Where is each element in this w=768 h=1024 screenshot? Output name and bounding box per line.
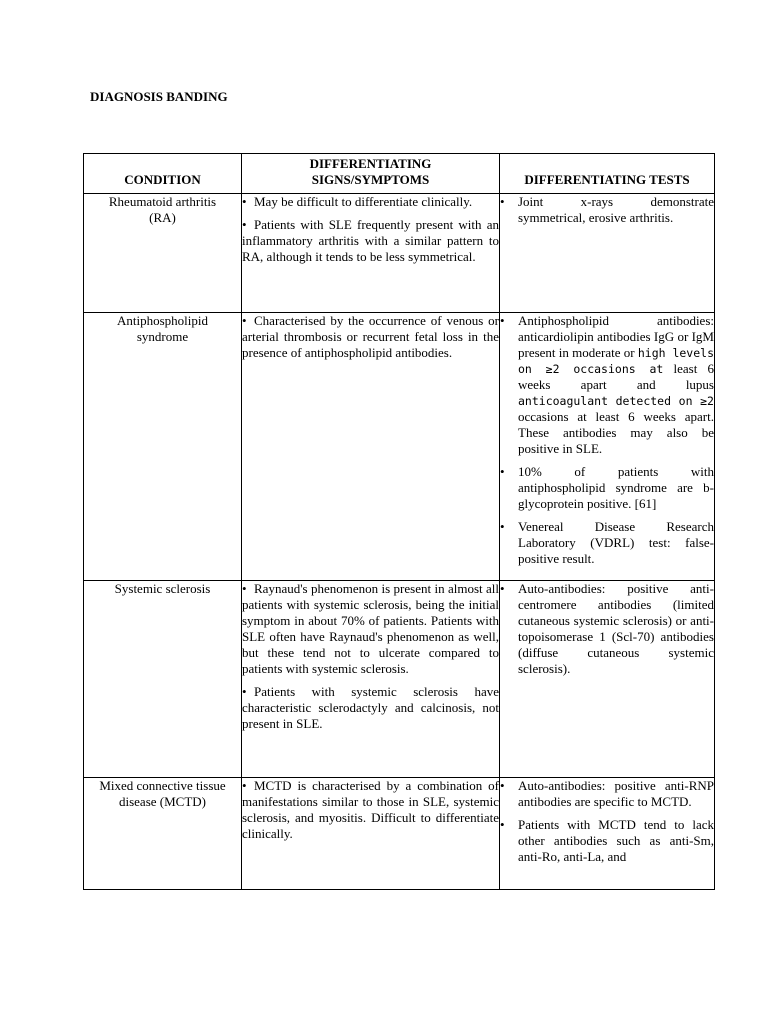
table-row bbox=[84, 581, 715, 778]
condition-cell bbox=[84, 194, 242, 313]
test-text: Venereal Disease Research Laboratory (VDRL) test: false-positive result. bbox=[518, 519, 714, 566]
bullet-icon: • bbox=[242, 684, 247, 699]
table-row bbox=[84, 313, 715, 581]
bullet-icon: • bbox=[500, 778, 505, 793]
condition-name-cont: disease (MCTD) bbox=[118, 794, 206, 809]
bullet-icon: • bbox=[242, 194, 247, 209]
test-text: Auto-antibodies: positive anti-RNP antibodies are specific to MCTD. bbox=[518, 778, 714, 809]
test-text: anticoagulant detected on ≥2 bbox=[518, 394, 714, 408]
test-text: Patients with MCTD tend to lack other antibodies such as anti-Sm, anti-Ro, anti-La, and bbox=[518, 817, 714, 864]
sign-item bbox=[242, 313, 499, 361]
test-text: high levels on ≥2 occasions at bbox=[518, 346, 715, 376]
tests-cell bbox=[500, 778, 715, 890]
signs-cell bbox=[242, 313, 500, 581]
test-text: occasions at least 6 weeks apart. These antibodies may also be positive in SLE. bbox=[518, 409, 714, 456]
condition-cell bbox=[84, 313, 242, 581]
signs-cell bbox=[242, 194, 500, 313]
test-text: least 6 weeks apart and lupus bbox=[518, 361, 715, 392]
bullet-icon: • bbox=[500, 194, 505, 209]
table-row bbox=[84, 194, 715, 313]
bullet-icon: • bbox=[500, 519, 505, 534]
condition-name-cont: syndrome bbox=[136, 329, 189, 344]
condition-cell bbox=[84, 581, 242, 778]
test-item bbox=[500, 313, 714, 457]
sign-item bbox=[242, 581, 499, 677]
sign-item bbox=[242, 684, 499, 732]
condition-name: Antiphospholipid bbox=[116, 313, 208, 328]
condition-name: Rheumatoid arthritis bbox=[108, 194, 217, 209]
signs-cell bbox=[242, 778, 500, 890]
test-item bbox=[500, 194, 714, 226]
test-text: Auto-antibodies: positive anti-centromere antibodies (limited cutaneous systemic sclerosis) or anti-topoisomerase 1 (Scl-70) antibodies (diffuse cutaneous systemic sclerosis). bbox=[518, 581, 714, 676]
table-header-row bbox=[84, 154, 715, 194]
tests-cell bbox=[500, 581, 715, 778]
column-header-tests: DIFFERENTIATING TESTS bbox=[500, 154, 715, 194]
bullet-icon: • bbox=[500, 817, 505, 832]
test-text: Joint x-rays demonstrate symmetrical, erosive arthritis. bbox=[518, 194, 714, 225]
bullet-icon: • bbox=[500, 464, 505, 479]
sign-text: May be difficult to differentiate clinically. bbox=[254, 194, 473, 209]
bullet-icon: • bbox=[500, 581, 505, 596]
column-header-condition: CONDITION bbox=[84, 154, 242, 194]
test-text: Antiphospholipid antibodies: anticardiolipin antibodies IgG or IgM present in moderate or bbox=[518, 313, 714, 360]
test-item bbox=[500, 519, 714, 567]
condition-abbrev: (RA) bbox=[149, 210, 176, 225]
table-row bbox=[84, 778, 715, 890]
bullet-icon: • bbox=[242, 313, 247, 328]
sign-item bbox=[242, 194, 499, 210]
sign-text: Patients with systemic sclerosis have characteristic sclerodactyly and calcinosis, not present in SLE. bbox=[242, 684, 499, 731]
bullet-icon: • bbox=[500, 313, 505, 328]
column-header-signs bbox=[242, 154, 500, 194]
signs-cell bbox=[242, 581, 500, 778]
sign-item bbox=[242, 217, 499, 265]
test-item bbox=[500, 778, 714, 810]
test-item bbox=[500, 581, 714, 677]
page-heading: DIAGNOSIS BANDING bbox=[90, 89, 228, 104]
sign-item bbox=[242, 778, 499, 842]
test-item bbox=[500, 817, 714, 865]
bullet-icon: • bbox=[242, 778, 247, 793]
sign-text: Patients with SLE frequently present with an inflammatory arthritis with a similar pattern to RA, although it tends to be less symmetrical. bbox=[242, 217, 499, 264]
sign-text: Characterised by the occurrence of venous or arterial thrombosis or recurrent fetal loss in the presence of antiphospholipid antibodies. bbox=[242, 313, 499, 360]
column-header-signs-line1: DIFFERENTIATING bbox=[309, 156, 432, 171]
condition-cell bbox=[84, 778, 242, 890]
condition-name: Mixed connective tissue bbox=[99, 778, 226, 793]
column-header-signs-line2: SIGNS/SYMPTOMS bbox=[311, 172, 430, 187]
sign-text: Raynaud's phenomenon is present in almost all patients with systemic sclerosis, being the initial symptom in about 70% of patients. Patients with SLE often have Raynaud's phenomenon as well, but these tend not to ulcerate compared to patients with systemic sclerosis. bbox=[242, 581, 499, 676]
test-item bbox=[500, 464, 714, 512]
sign-text: MCTD is characterised by a combination of manifestations similar to those in SLE, systemic sclerosis, and myositis. Difficult to differentiate clinically. bbox=[242, 778, 499, 841]
diagnosis-table bbox=[83, 153, 715, 890]
condition-name: Systemic sclerosis bbox=[114, 581, 211, 596]
bullet-icon: • bbox=[242, 217, 247, 232]
bullet-icon: • bbox=[242, 581, 247, 596]
tests-cell bbox=[500, 194, 715, 313]
test-text: 10% of patients with antiphospholipid syndrome are b-glycoprotein positive. [61] bbox=[518, 464, 714, 511]
tests-cell bbox=[500, 313, 715, 581]
